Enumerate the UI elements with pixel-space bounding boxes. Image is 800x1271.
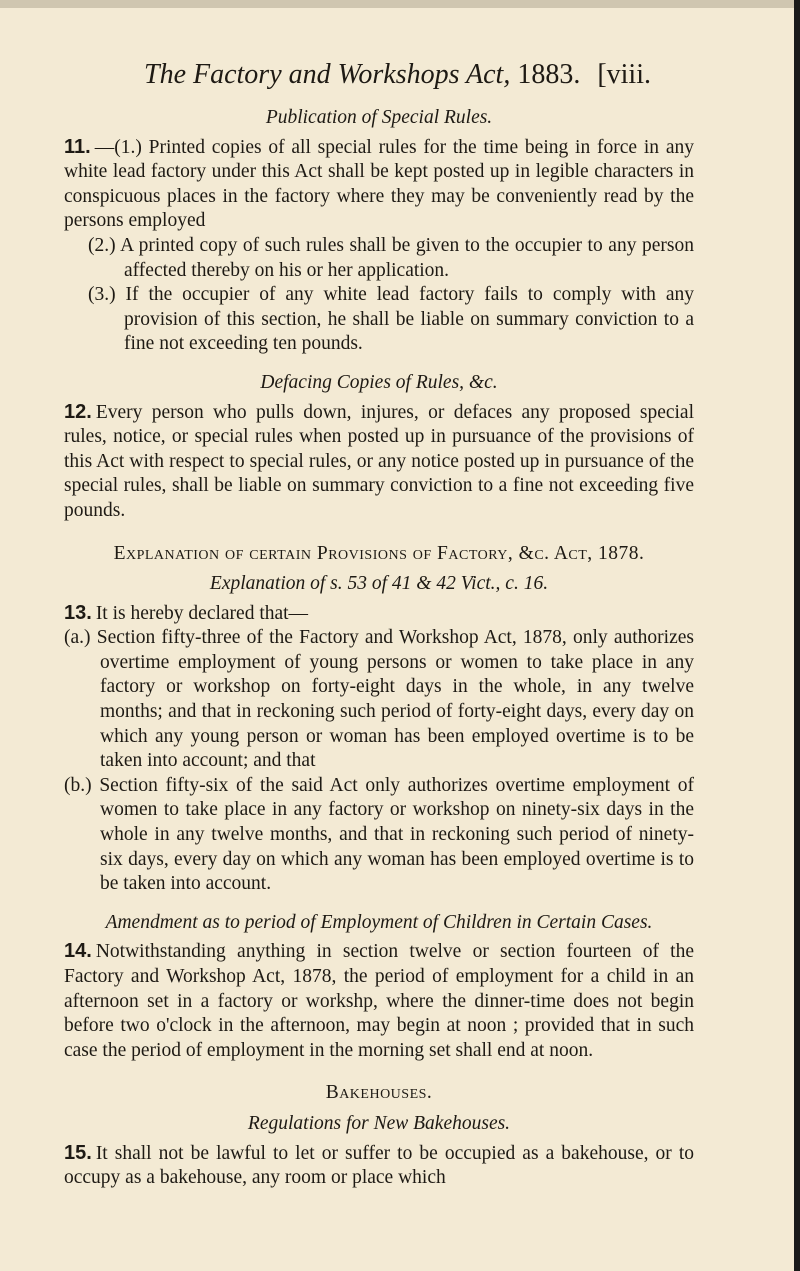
item-label: (b.) [64,774,92,796]
page-number: [viii. [597,59,651,90]
item-label: (a.) [64,627,91,649]
section-number: 13. [64,601,92,624]
paragraph-text: It shall not be lawful to let or suffer to be occupied as a bakehouse, or to occupy as a bakehouse, any room or place which [64,1142,694,1189]
item-a [64,626,694,774]
header-title-2: and Workshops Act, [288,59,511,90]
item-text: Section fifty-three of the Factory and Workshop Act, 1878, only authorizes overtime employment of young persons or women to take place in any factory or workshop on forty-eight days in the whole, in any twelve months; and that in reckoning such period of forty-eight days, every day on which any young person or woman has been employed overtime is to be taken into account; and that [96,627,694,772]
paragraph-14 [64,939,694,1063]
paragraph-11-2 [64,234,694,283]
item-text: Section fifty-six of the said Act only authorizes overtime employment of women to take place in any factory or workshop on ninety-six days in the whole in any twelve months, and that in reckoning such period of ninety-six days, every day on which any woman has been employed overtime is to be taken into account. [99,774,695,895]
section-number: 15. [64,1141,92,1164]
paragraph-11 [64,135,694,234]
section-heading-defacing: Defacing Copies of Rules, &c. [260,371,498,393]
paragraph-text: (3.) If the occupier of any white lead factory fails to comply with any provision of this section, he shall be liable on summary conviction to a fine not exceeding ten pounds. [88,284,694,355]
section-number: 12. [64,400,92,423]
explanation-title: Explanation of certain Provisions of Factory, &c. Act, 1878. [113,542,645,564]
header-year: 1883. [517,59,581,90]
paragraph-text: It is hereby declared that— [95,602,309,624]
top-edge [0,0,800,8]
page-content [64,58,694,1191]
paragraph-text: Every person who pulls down, injures, or defaces any proposed special rules, notice, or special rules when posted up in pursuance of the provisions of this Act with respect to special rules, or any notice posted up in pursuance of the special rules, shall be liable on summary conviction to a fine not exceeding five pounds. [64,401,694,521]
paragraph-13 [64,601,694,627]
section-heading-publication: Publication of Special Rules. [265,107,493,128]
paragraph-12 [64,400,694,524]
bakehouses-title: Bakehouses. [325,1082,433,1104]
paragraph-text: —(1.) Printed copies of all special rules for the time being in force in any white lead factory under this Act shall be kept posted up in legible characters in conspicuous places in the factory where they may be conveniently read by the persons employed [64,136,694,232]
section-number: 14. [64,940,92,963]
page-edge [794,0,800,1271]
section-number: 11. [64,135,91,158]
header-title-1: The Factory [144,59,282,90]
explanation-subheading: Explanation of s. 53 of 41 & 42 Vict., c. 16. [209,573,549,595]
item-b [64,774,694,897]
paragraph-text: (2.) A printed copy of such rules shall be given to the occupier to any person affected thereby on his or her application. [88,234,694,281]
paragraph-text: Notwithstanding anything in section twelve or section fourteen of the Factory and Workshop Act, 1878, the period of employment for a child in an afternoon set in a factory or workshp, where the dinner-time does not begin before two o'clock in the afternoon, may begin at noon ; provided that in such case the period of employment in the morning set shall end at noon. [64,941,694,1061]
running-header [144,58,694,92]
paragraph-11-3 [64,283,694,357]
paragraph-15 [64,1141,694,1191]
bakehouses-heading: Regulations for New Bakehouses. [247,1112,511,1134]
amendment-heading: Amendment as to period of Employment of Children in Certain Cases. [105,911,653,933]
